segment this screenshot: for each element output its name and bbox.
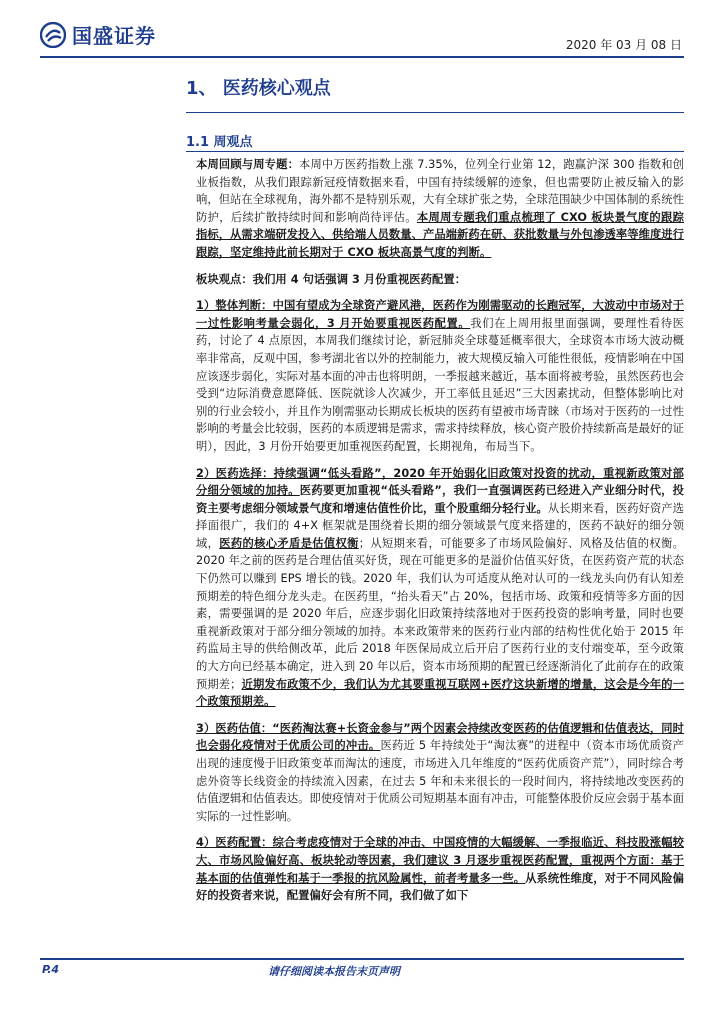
subsection-divider <box>186 151 684 152</box>
paragraph-weekly-review <box>196 156 684 262</box>
text-run: 从系统性维度，对于不同风险偏好的投资者来说，配置偏好会有所不同，我们做了如下 <box>196 871 685 903</box>
subsection-title: 1.1 周观点 <box>186 135 253 150</box>
paragraph-overall-judgment <box>196 297 684 455</box>
text-run: 4）医药配置：综合考虑疫情对于全球的冲击、中国疫情的大幅缓解、一季报临近、科技股涨幅较大、市场风险偏好高、板块轮动等因素，我们建议 3 月逐步重视医药配置，重视两个方面：基于基本面的估值弹性和基于一季报的抗风险属性，前者考量多一些。 <box>196 836 684 885</box>
disclaimer-text: 请仔细阅读本报告末页声明 <box>268 965 400 978</box>
paragraph-sector-view <box>196 271 684 289</box>
text-run: 医药近 5 年持续处于“淘汰赛”的进程中（资本市场优质资产出现的速度慢于旧政策变革而淘汰的速度，市场进入几年维度的“医药优质资产荒”），同时综合考虑外资等长线资金的持续流入因素，在过去 5 年和未来很长的一段时间内，将持续地改变医药的估值逻辑和估值表达。即使疫情对于优质公司短期基本面有冲击，可能整体股价反应会弱于基本面实际的一过性影响。 <box>196 739 684 823</box>
text-run: 我们在上周用报里面强调，要理性看待医药，讨论了 4 点原因，本周我们继续讨论，新冠肺炎全球蔓延概率很大，全球资本市场大波动概率非常高，反观中国，参考湖北省以外的控制能力，被大规模反输入可能性很低，疫情影响在中国应该逐步弱化，实际对基本面的冲击也将明朗，一季报越来越近，基本面将被考验，虽然医药也会受到“边际消费意愿降低、医院就诊人次减少，开工率低且延迟”三大因素扰动，但整体影响比对别的行业会较小，并且作为刚需驱动长期成长板块的医药有望被市场青睐（市场对于医药的一过性影响的考量会比较弱，医药的本质逻辑是需求，需求持续释放，核心资产股价持续新高是最好的证明），因此，3 月份开始要更加重视医药配置，长期视角，布局当下。 <box>196 316 685 453</box>
text-run: 从长期来看，医药好资产选择面很广，我们的 4+X 框架就是围绕着长期的细分领域景气度来搭建的，医药不缺好的细分领域， <box>196 501 684 550</box>
report-date: 2020 年 03 月 08 日 <box>565 38 682 52</box>
text-run: 本周回顾与周专题： <box>196 158 300 171</box>
paragraph-valuation <box>196 720 684 826</box>
text-run: 本周中万医药指数上涨 7.35%，位列全行业第 12，跑赢沪深 300 指数和创业板指数，从我们跟踪新冠疫情数据来看，中国有持续缓解的迹象，但也需要防止被反输入的影响，但站在全球视角，海外都不是特别乐观，大有全球扩张之势，全球范围缺少中国体制的系统性防护，后续扩散持续时间和影响尚待评估。 <box>196 158 684 224</box>
paragraph-stock-selection <box>196 465 684 711</box>
text-run: 3）医药估值：“医药淘汰赛+长资金参与”两个因素会持续改变医药的估值逻辑和估值表达，同时也会弱化疫情对于优质公司的冲击。 <box>196 721 684 753</box>
section-divider <box>186 112 684 113</box>
report-body <box>196 156 684 905</box>
footer-divider <box>40 958 684 960</box>
header-divider <box>40 56 684 58</box>
section-title: 1、 医药核心观点 <box>186 78 331 99</box>
paragraph-allocation <box>196 834 684 904</box>
text-run: ；从短期来看，可能要多了市场风险偏好、风格及估值的权衡。2020 年之前的医药是合理估值买好货，现在可能更多的是溢价估值买好货，在医药资产荒的状态下仍然可以赚到 EPS 增长的钱。2020 年，我们认为可适度从绝对认可的一线龙头向仍有认知差预期差的特色细分龙头走。在医药里，“抬头看天”占 20%，包括市场、政策和疫情等多方面的因素，需要强调的是 2020 年后，应逐步弱化旧政策持续落地对于医药投资的影响考量，同时也要重视新政策对于部分细分领域的加持。本来政策带来的医药行业内部的结构性优化始于 2015 年药监局主导的供给侧改革，此后 2018 年医保局成立后开启了医药行业的支付端变革，至今政策的大方向已经基本确定，进入到 20 年以后，资本市场预期的配置已经逐渐消化了此前存在的政策预期差； <box>196 536 685 691</box>
brand-name: 国盛证券 <box>72 24 156 48</box>
text-run: 本周周专题我们重点梳理了 CXO 板块景气度的跟踪指标，从需求端研发投入、供给端人员数量、产品端新药在研、获批数量与外包渗透率等维度进行跟踪，坚定维持此前长期对于 CXO 板块高景气度的判断。 <box>196 210 684 259</box>
text-run: 医药的核心矛盾是估值权衡 <box>219 536 359 550</box>
page-header <box>0 0 724 60</box>
brand-logo-icon <box>40 22 66 48</box>
brand-logo <box>40 20 156 49</box>
text-run: 医药要更加重视“低头看路”，我们一直强调医药已经进入产业细分时代，投资主要考虑细分领域景气度和增速估值性价比，重个股重细分轻行业。 <box>196 484 684 515</box>
text-run: 近期发布政策不少，我们认为尤其要重视互联网+医疗这块新增的增量，这会是今年的一个政策预期差。 <box>196 677 685 709</box>
page-number: P.4 <box>42 963 60 976</box>
text-run: 板块观点：我们用 4 句话强调 3 月份重视医药配置： <box>196 272 467 286</box>
text-run: 2）医药选择：持续强调“低头看路”，2020 年开始弱化旧政策对投资的扰动，重视新政策对部分细分领域的加持。 <box>196 466 684 498</box>
text-run: 1）整体判断：中国有望成为全球资产避风港，医药作为刚需驱动的长跑冠军，大波动中市场对于一过性影响考量会弱化，3 月开始要重视医药配置。 <box>196 299 684 330</box>
